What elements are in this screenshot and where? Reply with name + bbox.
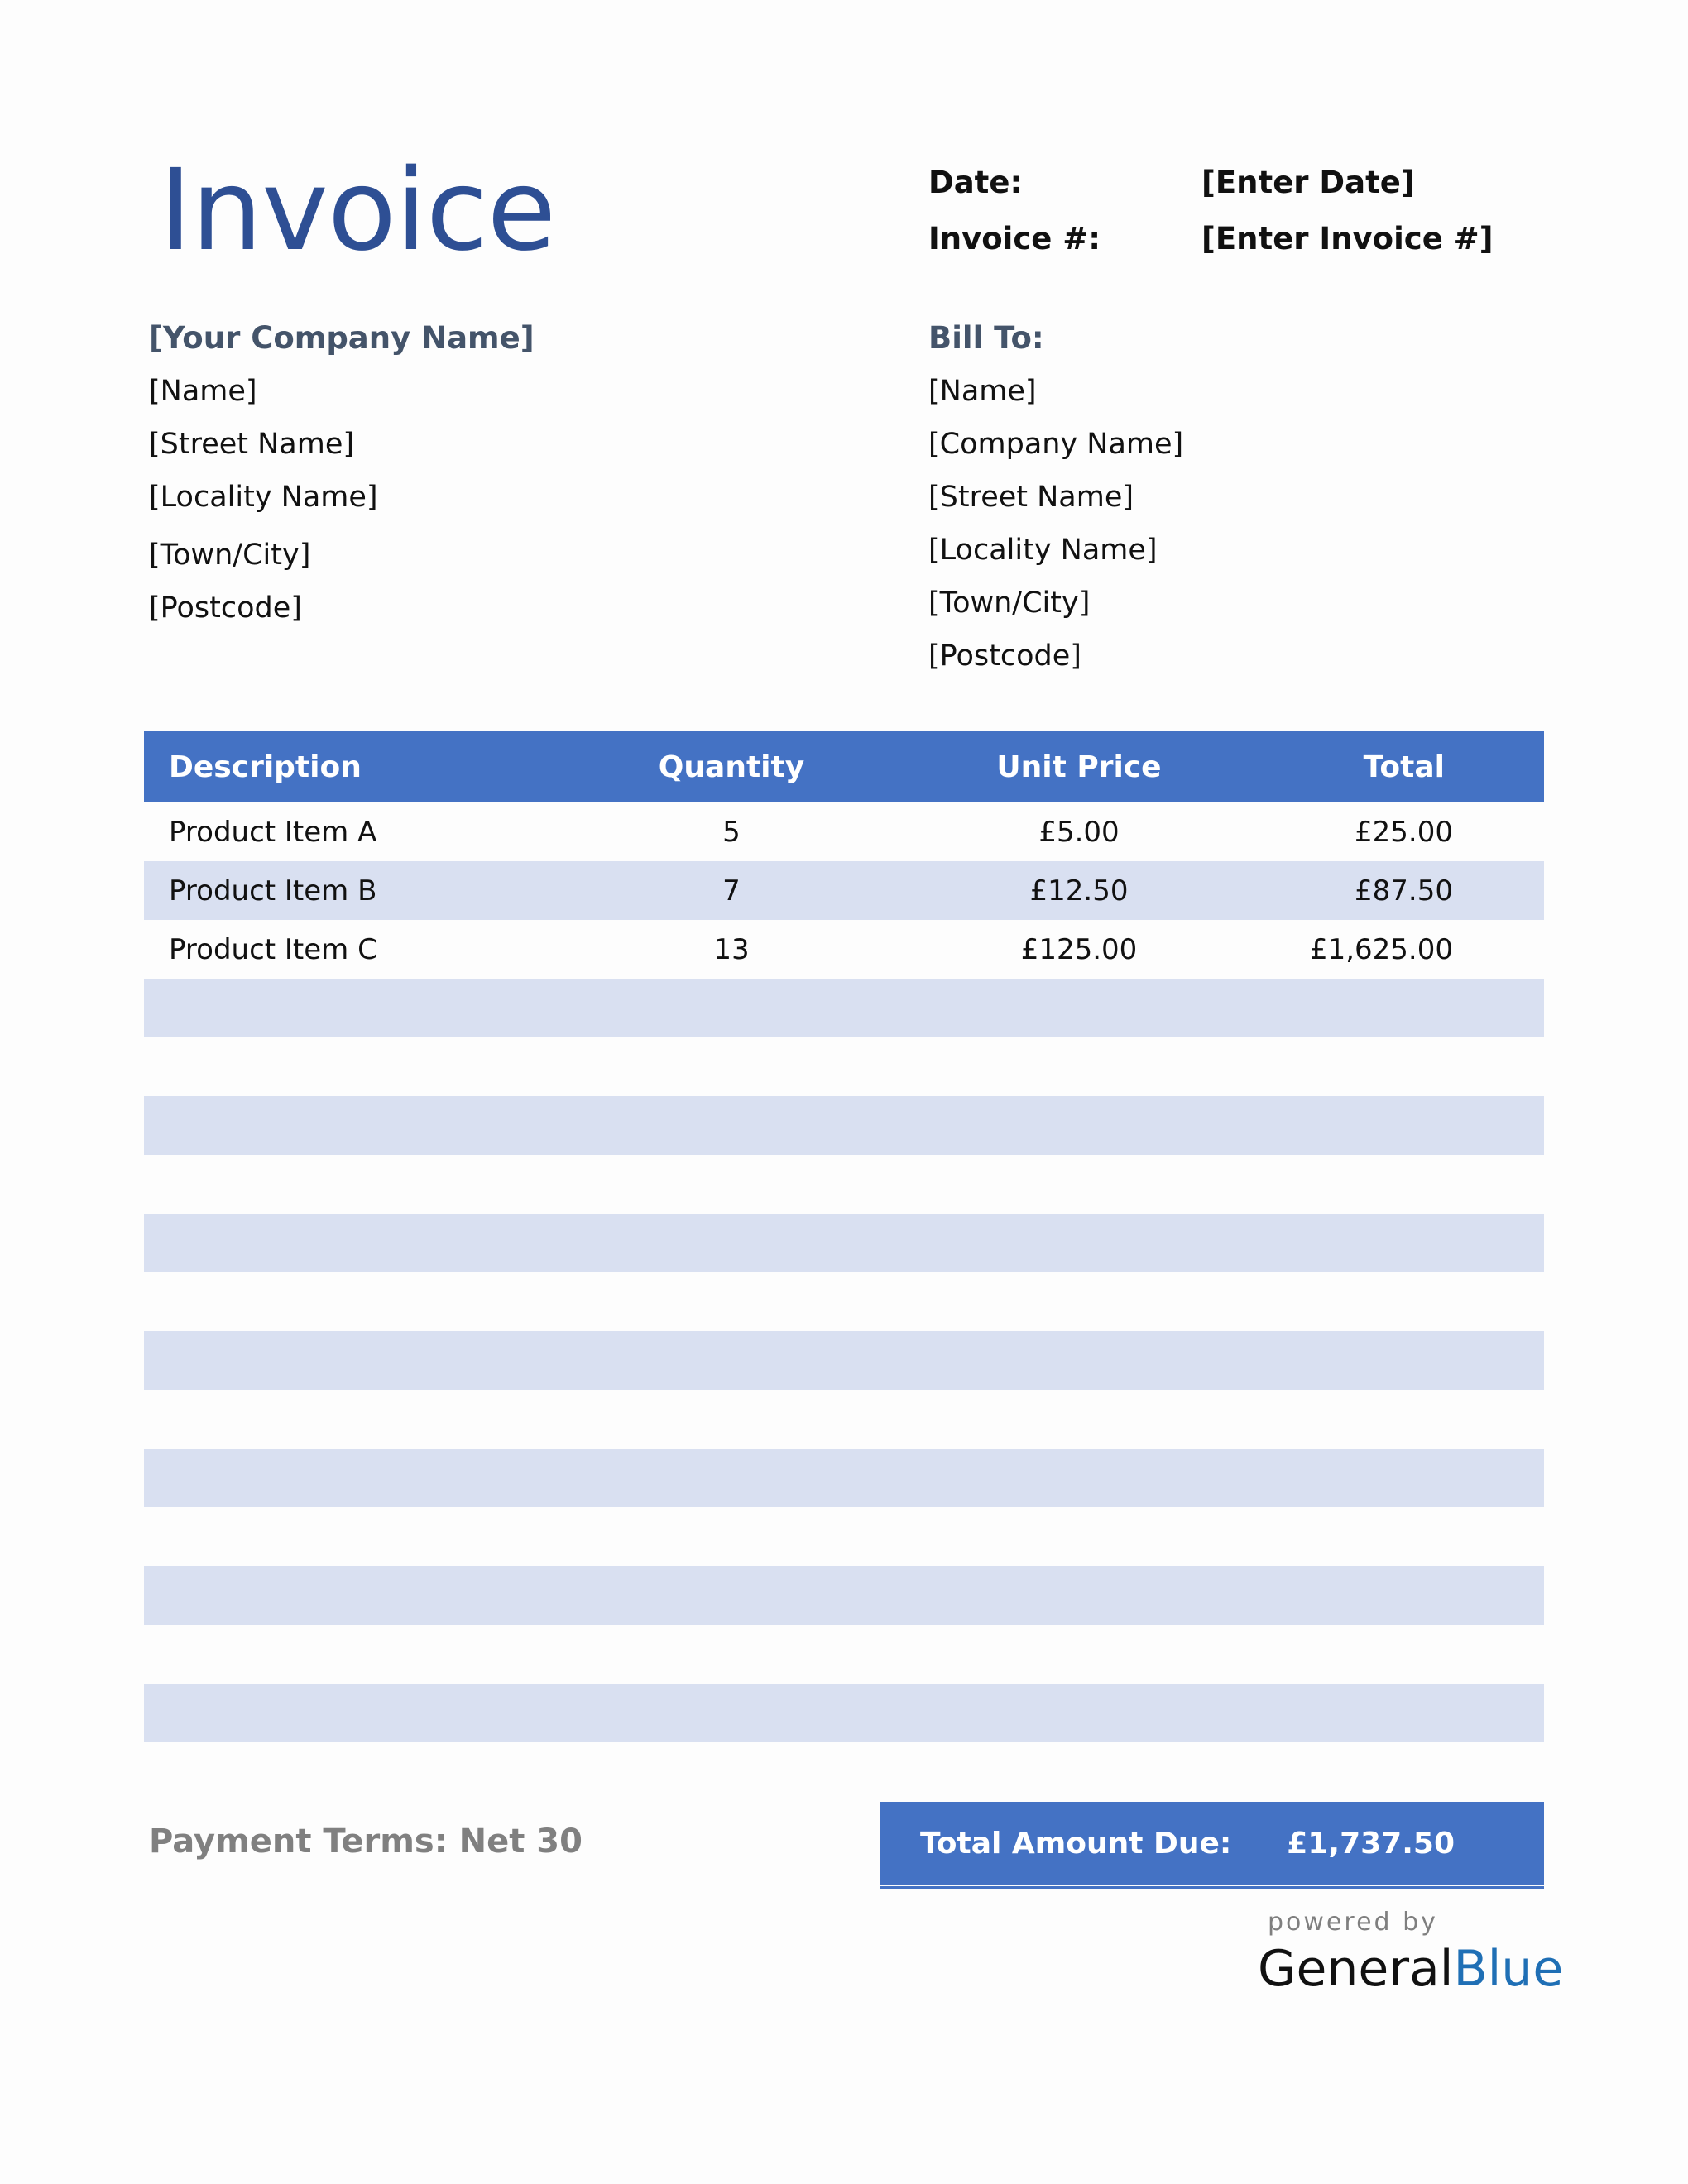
row-quantity[interactable] [624, 1507, 839, 1566]
row-unit-price[interactable] [971, 1566, 1187, 1625]
row-unit-price[interactable] [971, 1037, 1187, 1096]
header-total: Total [1363, 750, 1445, 784]
brand-blue: Blue [1453, 1940, 1564, 1998]
row-unit-price[interactable] [971, 1625, 1187, 1684]
row-quantity[interactable]: 13 [713, 932, 750, 966]
items-table [144, 731, 1544, 1742]
row-quantity[interactable] [624, 1155, 839, 1214]
row-quantity[interactable] [624, 1272, 839, 1331]
row-quantity[interactable] [624, 1390, 839, 1449]
row-quantity[interactable] [624, 1214, 839, 1272]
bill-to-heading: Bill To: [928, 320, 1044, 356]
row-unit-price[interactable]: £5.00 [1038, 815, 1120, 849]
row-total[interactable]: £25.00 [1355, 815, 1453, 849]
table-row [144, 1507, 1544, 1566]
table-header [144, 731, 1544, 802]
table-row [144, 1214, 1544, 1272]
row-unit-price[interactable] [971, 1214, 1187, 1272]
bill-to-address-line[interactable]: [Company Name] [928, 428, 1184, 461]
row-total[interactable]: £87.50 [1355, 874, 1453, 908]
row-unit-price[interactable] [971, 1507, 1187, 1566]
table-row [144, 1331, 1544, 1390]
date-value[interactable]: [Enter Date] [1201, 165, 1415, 200]
table-row [144, 802, 1544, 861]
invoice-number-label: Invoice #: [928, 221, 1101, 256]
brand-logo[interactable] [1258, 1936, 1563, 2002]
row-unit-price[interactable]: £125.00 [1020, 932, 1138, 966]
total-amount-box [880, 1802, 1544, 1885]
row-quantity[interactable] [624, 1096, 839, 1155]
sender-address-line[interactable]: [Postcode] [149, 592, 302, 625]
table-row [144, 1566, 1544, 1625]
bill-to-address-line[interactable]: [Street Name] [928, 481, 1134, 514]
table-row [144, 1449, 1544, 1507]
sender-address-line[interactable]: [Town/City] [149, 539, 311, 572]
row-total[interactable]: £1,625.00 [1309, 932, 1453, 966]
row-quantity[interactable] [624, 1566, 839, 1625]
table-row [144, 1272, 1544, 1331]
invoice-title: Invoice [159, 146, 556, 276]
sender-address-line[interactable]: [Name] [149, 375, 257, 408]
row-quantity[interactable]: 5 [722, 815, 741, 849]
date-label: Date: [928, 165, 1023, 200]
bill-to-address-line[interactable]: [Town/City] [928, 587, 1091, 620]
header-description: Description [169, 750, 362, 784]
table-body [144, 802, 1544, 1742]
row-quantity[interactable]: 7 [722, 874, 741, 908]
bill-to-address-line[interactable]: [Postcode] [928, 639, 1081, 673]
row-description[interactable]: Product Item A [169, 815, 377, 849]
total-amount: £1,737.50 [1287, 1827, 1455, 1861]
bill-to-address-line[interactable]: [Locality Name] [928, 534, 1158, 567]
table-row [144, 979, 1544, 1037]
total-underline [880, 1886, 1544, 1889]
company-name-heading[interactable]: [Your Company Name] [149, 320, 535, 356]
row-unit-price[interactable]: £12.50 [1029, 874, 1129, 908]
row-unit-price[interactable] [971, 1449, 1187, 1507]
row-unit-price[interactable] [971, 1684, 1187, 1742]
table-row [144, 1390, 1544, 1449]
row-unit-price[interactable] [971, 979, 1187, 1037]
row-quantity[interactable] [624, 1449, 839, 1507]
row-quantity[interactable] [624, 1684, 839, 1742]
row-description[interactable]: Product Item C [169, 932, 377, 966]
row-unit-price[interactable] [971, 1155, 1187, 1214]
row-unit-price[interactable] [971, 1096, 1187, 1155]
row-unit-price[interactable] [971, 1272, 1187, 1331]
sender-address-line[interactable]: [Street Name] [149, 428, 355, 461]
brand-general: General [1258, 1940, 1454, 1998]
header-quantity: Quantity [658, 750, 805, 784]
powered-by: powered by [1268, 1908, 1438, 1937]
header-unit-price: Unit Price [996, 750, 1162, 784]
row-unit-price[interactable] [971, 1390, 1187, 1449]
row-description[interactable]: Product Item B [169, 874, 377, 908]
table-row [144, 1037, 1544, 1096]
row-unit-price[interactable] [971, 1331, 1187, 1390]
table-row [144, 861, 1544, 920]
row-quantity[interactable] [624, 1331, 839, 1390]
total-label: Total Amount Due: [920, 1827, 1232, 1861]
row-quantity[interactable] [624, 1037, 839, 1096]
sender-address-line[interactable]: [Locality Name] [149, 481, 378, 514]
table-row [144, 1625, 1544, 1684]
table-row [144, 1155, 1544, 1214]
payment-terms: Payment Terms: Net 30 [149, 1822, 583, 1861]
row-quantity[interactable] [624, 1625, 839, 1684]
table-row [144, 1684, 1544, 1742]
row-quantity[interactable] [624, 979, 839, 1037]
table-row [144, 920, 1544, 979]
invoice-number-value[interactable]: [Enter Invoice #] [1201, 221, 1494, 256]
bill-to-address-line[interactable]: [Name] [928, 375, 1037, 408]
table-row [144, 1096, 1544, 1155]
